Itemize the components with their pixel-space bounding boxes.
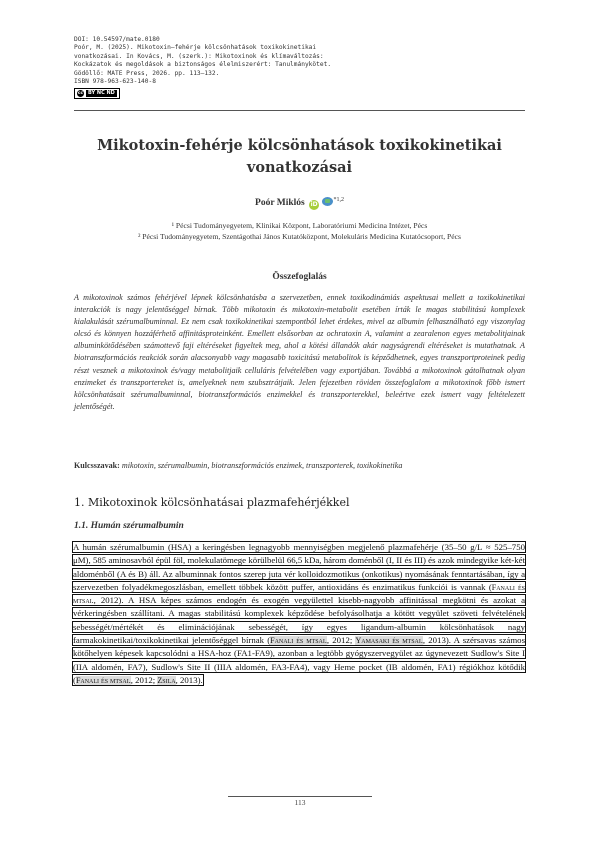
body-paragraph[interactable] [73, 541, 525, 687]
citation-line: vonatkozásai. In Kovács, M. (szerk.): Mikotoxinok és klímaváltozás: [74, 52, 324, 60]
section-heading: 1. Mikotoxinok kölcsönhatásai plazmafehérjékkel [74, 496, 350, 509]
publication-metadata [74, 36, 374, 99]
selected-text[interactable] [73, 542, 525, 685]
citation-author[interactable]: Fanali és mtsai. [73, 582, 525, 606]
keywords-label: Kulcsszavak: [74, 461, 120, 470]
body-text: A humán szérumalbumin (HSA) a keringésben legnagyobb mennyiségben megjelenő plazmafehérje (35–50 g/L ≈ 525–750 μM), 585 aminosavból épül föl, molekulatömege körülbelül 66,5 kDa, három doménből (I, II és III) és azok mindegyike két-két aldoménből (A és B) áll. Az albuminnak fontos szerep juta vér kolloidozmotikus (onkotikus) nyomásának fenntartásában, így a szervezetben folyadékmegoszlásban, emellett többek között puffer, antioxidáns és enzimatikus funkciói is vannak ( [73, 542, 525, 592]
subsection-heading: 1.1. Humán szérumalbumin [74, 521, 184, 531]
abstract-heading: Összefoglalás [272, 272, 327, 282]
author-name: Poór Miklós [255, 198, 305, 209]
keywords [74, 460, 525, 472]
citation-line: Gödöllő: MATE Press, 2026. pp. 113–132. [74, 69, 220, 77]
citation-line: Poór, M. (2025). Mikotoxin–fehérje kölcsönhatások toxikokinetikai [74, 44, 317, 52]
affiliation-1: ¹ Pécsi Tudományegyetem, Klinikai Központ, Laboratóriumi Medicina Intézet, Pécs [171, 221, 428, 230]
article-title: Mikotoxin-fehérje kölcsönhatások toxikokinetikai vonatkozásai [97, 137, 502, 176]
body-text: , 2012; [130, 674, 158, 685]
abstract-text: A mikotoxinok számos fehérjével lépnek kölcsönhatásba a szervezetben, ennek toxikodinámiás aspektusai mellett a toxikokinetikai interakciók is nagy jelentőséggel bírnak. Több mikotoxin és mikotoxin-metabolit esetében írták le magas stabilitású komplexek kialakulását szérumalbuminnal. Ez nem csak toxikokinetikai szempontból lehet érdekes, mivel az albumin felhasználható egy viszonylag olcsó és könnyen hozzáférhető affinitásproteinként. Emellett elsősorban az ochratoxin A, valamint a zearalenon egyes metabolitjainak albuminkötődésében számottevő faji eltéréseket figyeltek meg, ahol a kötési állandók akár nagyságrendi eltéréseket is mutathatnak. A biotranszformációs reakciók során alacsonyabb vagy magasabb toxicitású metabolitok is képződhetnek, egyes transzportproteinek pedig részt vesznek a mikotoxinok és/vagy metabolitjaik celluláris felvételében vagy exportjában. Továbbá a mikotoxinok gátolhatnak olyan enzimeket és transzportereket is, amelyeknek nem szubsztrátjaik. Jelen fejezetben röviden összefoglalom a mikotoxinok főbb ismert kölcsönhatásait szérumalbuminnal, biotranszformációs enzimekkel és transzporterekkel, beleértve ezek ismert vagy feltételezett jelentőségét. [74, 293, 525, 411]
author-affiliation-marks: *1,2 [333, 197, 344, 203]
isbn-line: ISBN 978-963-623-140-8 [74, 78, 156, 86]
license-label: BY NC ND [88, 90, 115, 97]
footer-divider [228, 796, 372, 797]
body-text: , 2013). [175, 674, 203, 685]
affiliation-2: ² Pécsi Tudományegyetem, Szentágothai János Kutatóközpont, Molekuláris Medicina Kutatócsoport, Pécs [138, 232, 461, 241]
citation-author[interactable]: Zsila [157, 675, 176, 685]
email-icon[interactable] [322, 197, 333, 206]
header-divider [74, 110, 525, 111]
author-line [74, 197, 525, 210]
citation-author[interactable]: Fanali és mtsai. [270, 636, 327, 646]
affiliations [74, 220, 525, 242]
body-text: , 2012; [326, 635, 356, 646]
doi-line[interactable]: DOI: 10.54597/mate.0180 [74, 36, 160, 43]
page-number: 113 [294, 798, 306, 807]
orcid-icon[interactable]: iD [310, 201, 318, 209]
citation-author[interactable]: Fanali és mtsai. [75, 675, 131, 685]
creative-commons-badge[interactable] [74, 88, 120, 99]
keywords-list: mikotoxin, szérumalbumin, biotranszformációs enzimek, transzporterek, toxikokinetika [121, 461, 403, 470]
citation-author[interactable]: Yamasaki és mtsai. [355, 636, 423, 646]
body-text: , 2012). A HSA képes számos endogén és exogén vegyülettel kisebb-nagyobb affinitással megkötni és azokat a vérkeringésben szállítani. A magas stabilitású komplexek képződése befolyásolhatja a kötött vegyület szöveti felvételének sebességét/mértékét és eliminációjának sebességét, így egyes ligandum-albumin kölcsönhatások nagy farmakokinetikai/toxikokinetikai jelentőséggel bírnak ( [73, 595, 525, 646]
citation-line: Kockázatok és megoldások a biztonságos élelmiszerért: Tanulmánykötet. [74, 61, 332, 69]
cc-icon: cc [77, 91, 84, 97]
body-text: , 2013). A szérsavas számos kötőhelyen képesek kapcsolódni a HSA-hoz (FA1-FA9), azonban a legtöbb gyógyszervegyület az úgynevezett Sudlow's Site I (IIA aldomén, FA7), Sudlow's Site II (IIIA aldomén, FA3-FA4), vagy Heme pocket (IB aldomén, FA1) régiókhoz kötődik ( [73, 635, 525, 685]
